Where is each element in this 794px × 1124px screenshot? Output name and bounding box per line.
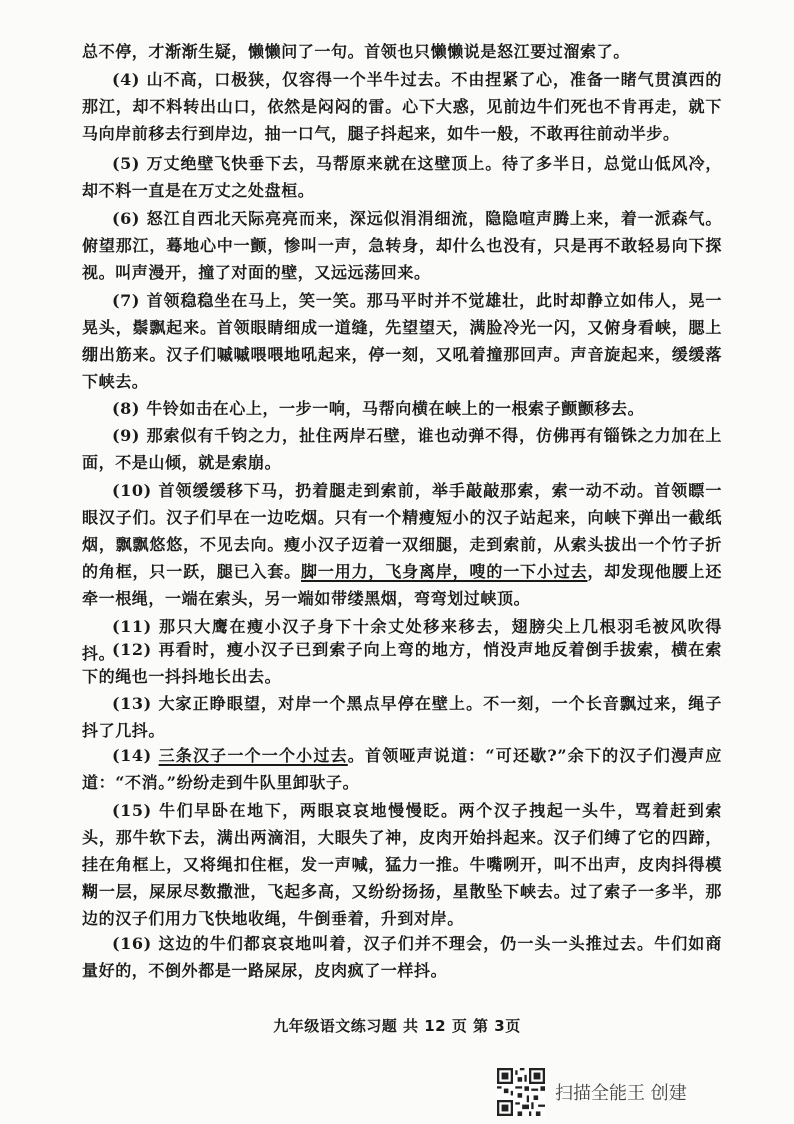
paragraph-4: (4) 山不高，口极狭，仅容得一个半牛过去。不由捏紧了心，准备一睹气贯滇西的那江，却不料转出山口，依然是闷闷的雷。心下大惑，见前边牛们死也不肯再走，就下马向岸前移去行到岸边，抽一口气，腿子抖起来，如牛一般，不敢再往前动半步。 [82, 70, 722, 143]
paragraph-10-text-a: (10) 首领缓缓移下马，扔着腿走到索前，举手敲敲那索，索一动不动。首领瞟一眼汉子们。汉子们早在一边吃烟。只有一个精瘦短小的汉子站起来，向峡下弹出一截纸烟，飘飘悠悠，不见去向。瘦小汉子迈着一双细腿，走到索前，从索头拔出一个竹子折的角框，只一跃，腿已入套。 [82, 481, 722, 581]
paragraph-6: (6) 怒江自西北天际亮亮而来，深远似涓涓细流，隐隐喧声腾上来，着一派森气。俯望那江，蓦地心中一颤，惨叫一声，急转身，却什么也没有，只是再不敢轻易向下探视。叫声漫开，撞了对面的壁，又远远荡回来。 [82, 209, 722, 282]
paragraph-10-underlined: 脚一用力，飞身离岸，嗖的一下小过去 [301, 562, 588, 581]
paragraph-5: (5) 万丈绝壁飞快垂下去，马帮原来就在这壁顶上。待了多半日，总觉山低风冷，却不料一直是在万丈之处盘桓。 [82, 154, 722, 200]
paragraph-14 [82, 742, 722, 796]
paragraph-14-number: (14) [112, 746, 159, 765]
paragraph-13: (13) 大家正睁眼望，对岸一个黑点早停在壁上。不一刻，一个长音飘过来，绳子抖了几抖。 [82, 694, 722, 740]
paragraph-11: (11) 那只大鹰在瘦小汉子身下十余丈处移来移去，翅膀尖上几根羽毛被风吹得抖。 [82, 617, 722, 663]
paragraph-14-underlined: 三条汉子一个一个小过去 [158, 746, 348, 765]
paragraph-16: (16) 这边的牛们都哀哀地叫着，汉子们并不理会，仍一头一头推过去。牛们如商量好的，不倒外都是一路屎尿，皮肉疯了一样抖。 [82, 934, 722, 980]
paragraph-10 [82, 477, 722, 612]
paragraph-12: (12) 再看时，瘦小汉子已到索子向上弯的地方，悄没声地反着倒手拔索，横在索下的绳也一抖抖地长出去。 [82, 640, 722, 686]
paragraph-0: 总不停，才渐渐生疑，懒懒问了一句。首领也只懒懒说是怒江要过溜索了。 [82, 42, 630, 61]
scanner-watermark [497, 1068, 687, 1116]
paragraph-9: (9) 那索似有千钧之力，扯住两岸石壁，谁也动弹不得，仿佛再有锱铢之力加在上面，不是山倾，就是索崩。 [82, 426, 722, 472]
qr-code-icon [497, 1068, 545, 1116]
paragraph-7: (7) 首领稳稳坐在马上，笑一笑。那马平时并不觉雄壮，此时却静立如伟人，晃一晃头，鬃飘起来。首领眼睛细成一道缝，先望望天，满脸冷光一闪，又俯身看峡，腮上绷出筋来。汉子们嘁嘁喂喂地吼起来，停一刻，又吼着撞那回声。声音旋起来，缓缓落下峡去。 [82, 291, 722, 391]
scanner-label: 扫描全能王 创建 [555, 1083, 687, 1104]
paragraph-8: (8) 牛铃如击在心上，一步一响，马帮向横在峡上的一根索子颤颤移去。 [112, 399, 645, 418]
paragraph-10-text-b: ，却发现他腰上还牵一根绳，一端在索头，另一端如带缕黑烟，弯弯划过峡顶。 [82, 562, 722, 608]
page-footer: 九年级语文练习题 共 12 页 第 3页 [273, 1017, 521, 1035]
paragraph-15: (15) 牛们早卧在地下，两眼哀哀地慢慢眨。两个汉子拽起一头牛，骂着赶到索头，那牛软下去，满出两滴泪，大眼失了神，皮肉开始抖起来。汉子们缚了它的四蹄，挂在角框上，又将绳扣住框，发一声喊，猛力一推。牛嘴咧开，叫不出声，皮肉抖得模糊一层，屎尿尽数撒泄，飞起多高，又纷纷扬扬，星散坠下峡去。过了索子一多半，那边的汉子们用力飞快地收绳，牛倒垂着，升到对岸。 [82, 801, 722, 928]
paragraph-14-text: 。首领哑声说道：“可还歇?”余下的汉子们漫声应道：“不消。”纷纷走到牛队里卸驮子。 [82, 746, 722, 792]
